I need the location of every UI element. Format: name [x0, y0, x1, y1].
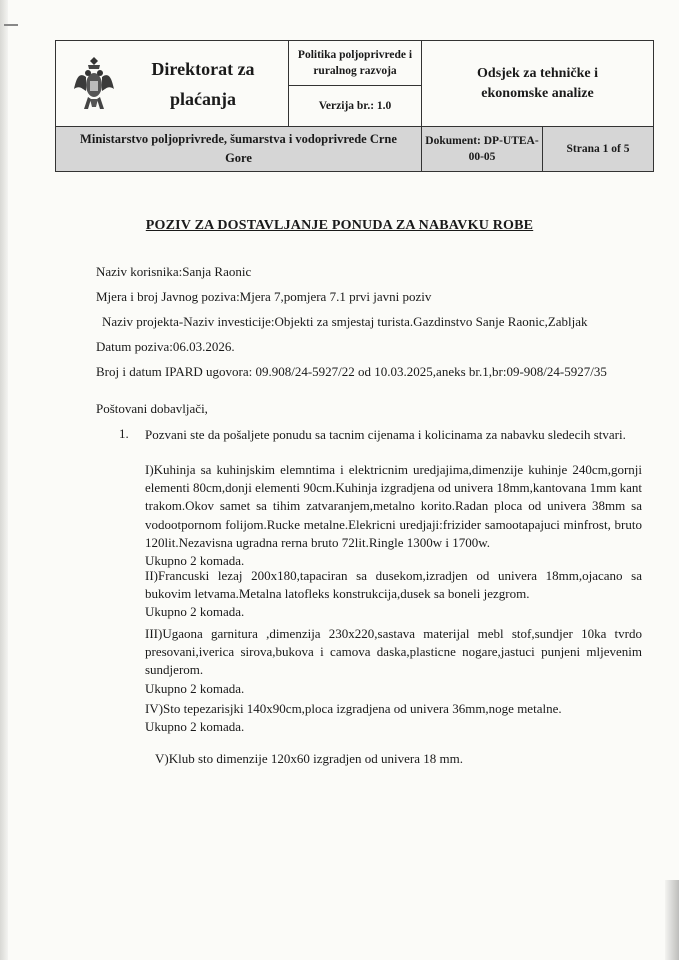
- item-description: IV)Sto tepezarisjki 140x90cm,ploca izgradjena od univera 36mm,noge metalne.: [145, 701, 562, 716]
- list-item: [155, 750, 652, 768]
- policy-cell: [289, 41, 422, 86]
- header-title-cell: [56, 41, 289, 127]
- policy-line2: ruralnog razvoja: [313, 65, 397, 77]
- ministry-cell: [56, 127, 422, 172]
- document-line1: Dokument: DP-UTEA-: [425, 135, 539, 147]
- ministry-line2: Gore: [225, 151, 252, 165]
- document-cell: [422, 127, 543, 172]
- page-number-cell: Strana 1 of 5: [543, 127, 654, 172]
- document-title: POZIV ZA DOSTAVLJANJE PONUDA ZA NABAVKU ROBE: [145, 218, 534, 233]
- item-quantity: Ukupno 2 komada.: [145, 719, 245, 735]
- list-number: 1.: [119, 426, 129, 441]
- list-item: [145, 567, 642, 622]
- project-name: Naziv projekta-Naziv investicije:Objekti za smjestaj turista.Gazdinstvo Sanje Raonic,Zabljak: [102, 314, 588, 329]
- version-cell: Verzija br.: 1.0: [289, 86, 422, 127]
- department-line1: Odsjek za tehničke i: [477, 65, 598, 81]
- public-call-measure: Mjera i broj Javnog poziva:Mjera 7,pomjera 7.1 prvi javni poziv: [96, 289, 432, 304]
- ministry-line1: Ministarstvo poljoprivrede, šumarstva i vodoprivrede Crne: [80, 132, 397, 146]
- scan-edge: [0, 0, 8, 960]
- document-line2: 00-05: [468, 151, 496, 163]
- item-quantity: Ukupno 2 komada.: [145, 680, 245, 696]
- scan-shadow: [665, 880, 679, 960]
- item-quantity: Ukupno 2 komada.: [145, 604, 245, 620]
- list-item: [145, 461, 642, 570]
- list-item: [145, 700, 642, 736]
- scan-mark: [4, 24, 18, 26]
- coat-of-arms-icon: [74, 55, 114, 113]
- greeting: Poštovani dobavljači,: [96, 401, 208, 416]
- org-title-line2: plaćanja: [169, 88, 236, 109]
- policy-line1: Politika poljoprivrede i: [297, 49, 413, 61]
- user-name: Naziv korisnika:Sanja Raonic: [96, 264, 252, 279]
- item-description: II)Francuski lezaj 200x180,tapaciran sa dusekom,izradjen od univera 18mm,ojacano sa bukovim letvama.Metalna latofleks konstrukcija,dusek sa boneli jezgrom.: [145, 568, 642, 602]
- item-description: III)Ugaona garnitura ,dimenzija 230x220,sastava materijal mebl stof,sundjer 10ka tvrdo presovani,iverica sirova,bukova i camova daska,plasticne nogare,jastuci punjeni mljevenim sundjerom.: [145, 626, 642, 678]
- call-date: Datum poziva:06.03.2026.: [96, 339, 235, 354]
- department-cell: [422, 41, 654, 127]
- item-description: I)Kuhinja sa kuhinjskim elemntima i elektricnim uredjajima,dimenzije kuhinje 240cm,gornji elementi 80cm,donji elementi 90cm.Kuhinja izgradjena od univera 18mm,kantovana 1mm kant trakom.Okov samet sa tihim zatvaranjem,metalno korito.Radan ploca od univera 38mm sa vodootpornom folijom.Rucke metalne.Elekricni uredjaji:frizider samootapajuci minfrost, bruto 120lit.Nezavisna ugradna rerna bruto 72lit.Ringle 1300w i 1700w.: [145, 462, 642, 550]
- list-intro: Pozvani ste da pošaljete ponudu sa tacnim cijenama i kolicinama za nabavku sledecih stvari.: [145, 427, 626, 442]
- org-title-line1: Direktorat za: [151, 58, 255, 79]
- list-item: [145, 625, 642, 698]
- item-quantity: Ukupno 2 komada.: [145, 553, 245, 569]
- document-header: [55, 40, 654, 172]
- department-line2: ekonomske analize: [481, 85, 594, 101]
- item-description: V)Klub sto dimenzije 120x60 izgradjen od univera 18 mm.: [155, 751, 463, 766]
- ipard-contract: Broj i datum IPARD ugovora: 09.908/24-5927/22 od 10.03.2025,aneks br.1,br:09-908/24-5927/35: [96, 364, 607, 379]
